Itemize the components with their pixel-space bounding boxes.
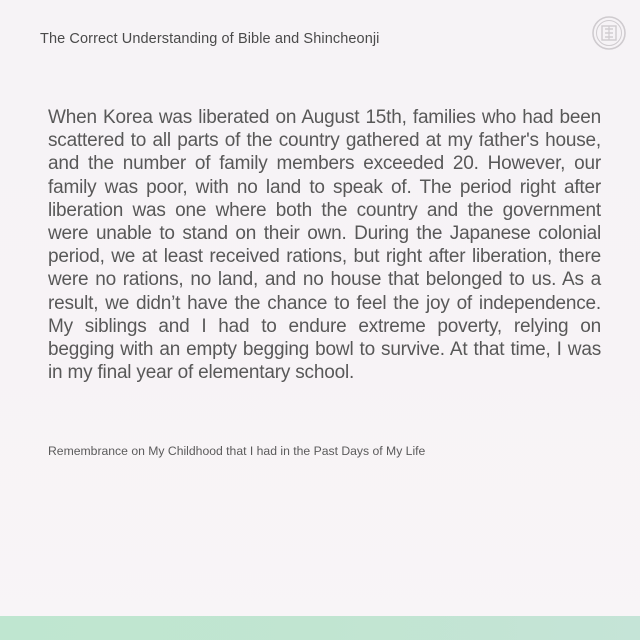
shincheonji-emblem-icon <box>592 16 626 50</box>
quote-text: When Korea was liberated on August 15th, families who had been scattered to all parts of the country gathered at my father's house, and the number of family members exceeded 20. However, our family was poor, with no land to speak of. The period right after liberation was one where both the country and the government were unable to stand on their own. During the Japanese colonial period, we at least received rations, but right after liberation, there were no rations, no land, and no house that belonged to us. As a result, we didn’t have the chance to feel the joy of independence. My siblings and I had to endure extreme poverty, relying on begging with an empty begging bowl to survive. At that time, I was in my final year of elementary school. <box>48 107 601 384</box>
bottom-band <box>0 616 640 640</box>
quote-source: Remembrance on My Childhood that I had in the Past Days of My Life <box>48 444 426 458</box>
header-title: The Correct Understanding of Bible and Shincheonji <box>40 31 380 47</box>
